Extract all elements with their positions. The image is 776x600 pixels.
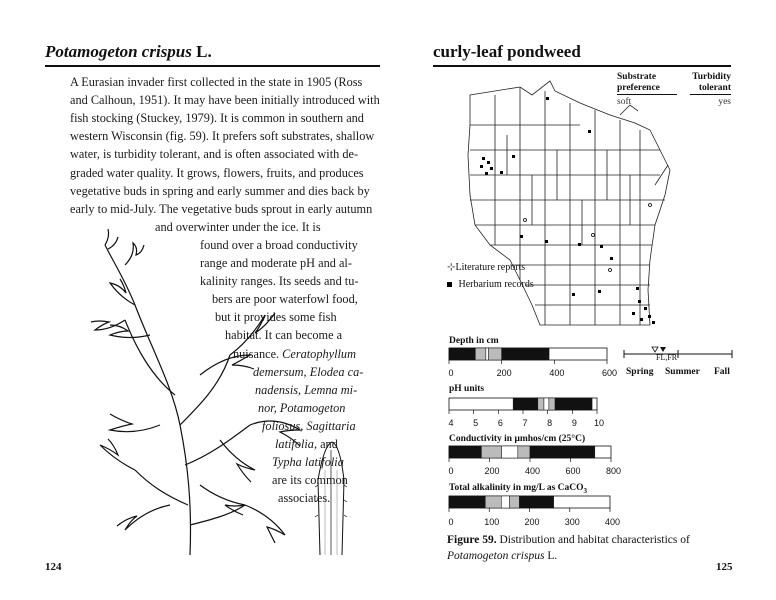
text-line: Typha latifolia: [272, 455, 344, 470]
legend-herbarium: Herbarium records: [447, 279, 534, 290]
text-line: nor, Potamogeton: [258, 400, 346, 415]
chart-tick-label: 6: [497, 418, 503, 428]
chart-segment: [519, 496, 553, 508]
chart-tick-label: 8: [547, 418, 553, 428]
chart-segment: [555, 398, 592, 410]
text-line: bers are poor waterfowl food,: [212, 292, 358, 307]
chart-bar-0: [448, 347, 612, 367]
text-line: latifolia, and: [275, 437, 338, 451]
text-line: habitat. It can become a: [225, 328, 343, 343]
chart-segment: [518, 446, 530, 458]
chart-segment: [489, 348, 502, 360]
substrate-value: soft: [617, 97, 632, 107]
chart-segment: [501, 496, 509, 508]
chart-title: Depth in cm: [449, 336, 499, 346]
chart-bar-3: [448, 495, 615, 515]
text-line: but it provides some fish: [215, 310, 337, 325]
chart-tick-label: 800: [606, 466, 622, 476]
text-line: early to mid-July. The vegetative buds sprout in early autumn: [70, 201, 373, 216]
chart-segment: [486, 348, 489, 360]
legend-literature: ⊹ Literature reports: [447, 262, 526, 273]
text-line: associates.: [278, 491, 331, 506]
text-line: kalinity ranges. Its seeds and tu-: [200, 274, 359, 289]
text-line: graded water quality. It grows, flowers, fruits, and produces: [70, 165, 364, 180]
text-line: foliosus, Sagittaria: [262, 418, 356, 433]
right-page-title: curly-leaf pondweed: [433, 42, 581, 61]
text-line: A Eurasian invader first collected in the state in 1905 (Ross: [70, 75, 363, 89]
text-line: and overwinter under the ice. It is: [155, 219, 321, 234]
season-summer: Summer: [665, 367, 700, 377]
chart-tick-label: 100: [484, 517, 500, 527]
chart-tick-label: 400: [549, 368, 565, 378]
chart-tick-label: 10: [593, 418, 604, 428]
chart-tick-label: 400: [525, 466, 541, 476]
chart-tick-label: 600: [565, 466, 581, 476]
fruiting-marker-icon: [660, 347, 666, 352]
title-species: Potamogeton crispus: [45, 42, 192, 61]
chart-tick-label: 9: [571, 418, 577, 428]
chart-segment: [481, 446, 501, 458]
chart-segment: [509, 496, 519, 508]
chart-tick-label: 600: [602, 368, 618, 378]
phenology-label: FL,FR: [656, 353, 678, 362]
chart-segment: [449, 446, 481, 458]
season-fall: Fall: [714, 367, 730, 377]
chart-segment: [549, 398, 555, 410]
chart-tick-label: 7: [522, 418, 528, 428]
text-line: water, is turbidity tolerant, and is often associated with de-: [70, 147, 359, 162]
text-line: range and moderate pH and al-: [200, 256, 352, 270]
chart-tick-label: 0: [448, 517, 454, 527]
figure-caption: Figure 59. Distribution and habitat characteristics of Potamogeton crispus L.: [447, 534, 690, 562]
chart-tick-label: 0: [448, 466, 454, 476]
left-page-title: [45, 42, 212, 62]
left-title-rule: [45, 65, 380, 67]
wisconsin-distribution-map: [460, 75, 680, 330]
text-line: nuisance. Ceratophyllum: [233, 346, 356, 361]
left-page-number: 124: [45, 561, 62, 573]
season-spring: Spring: [626, 367, 654, 377]
turbidity-value: yes: [718, 97, 731, 107]
chart-title: Total alkalinity in mg/L as CaCO$_3$: [449, 483, 588, 495]
text-line: western Wisconsin (fig. 59). It prefers soft substrates, shallow: [70, 129, 375, 144]
chart-tick-label: 300: [564, 517, 580, 527]
herbarium-marker-icon: [447, 282, 452, 287]
chart-segment: [502, 348, 549, 360]
turbidity-heading: Turbidity tolerant: [690, 72, 731, 95]
text-line: vegetative buds in spring and early summer and dies back by: [70, 183, 370, 198]
chart-tick-label: 5: [473, 418, 479, 428]
chart-segment: [449, 348, 475, 360]
chart-segment: [485, 496, 501, 508]
chart-segment: [475, 348, 486, 360]
right-page-number: 125: [716, 561, 733, 573]
text-line: and Calhoun, 1951). It may have been initially introduced with: [70, 93, 380, 108]
flowering-marker-icon: [652, 347, 658, 352]
text-line: found over a broad conductivity: [200, 237, 358, 252]
chart-bar-1: [448, 397, 602, 417]
chart-tick-label: 0: [448, 368, 454, 378]
chart-segment: [502, 446, 518, 458]
chart-tick-label: 200: [496, 368, 512, 378]
chart-tick-label: 200: [524, 517, 540, 527]
chart-tick-label: 200: [484, 466, 500, 476]
leaf-detail-illustration: [312, 440, 352, 555]
literature-marker-icon: ⊹: [447, 262, 456, 273]
text-line: nadensis, Lemna mi-: [255, 382, 358, 397]
text-line: fish stocking (Stuckey, 1979). It is common in southern and: [70, 111, 364, 126]
chart-segment: [449, 496, 485, 508]
chart-tick-label: 400: [605, 517, 621, 527]
substrate-heading: Substrate preference: [617, 72, 677, 95]
chart-segment: [544, 398, 549, 410]
chart-segment: [538, 398, 544, 410]
right-title-rule: [433, 65, 731, 67]
chart-bar-2: [448, 445, 616, 465]
text-line: demersum, Elodea ca-: [253, 364, 364, 379]
chart-segment: [513, 398, 538, 410]
title-author: L.: [196, 42, 212, 61]
chart-segment: [530, 446, 595, 458]
chart-title: pH units: [449, 384, 485, 394]
chart-title: Conductivity in μmhos/cm (25°C): [449, 434, 586, 444]
chart-tick-label: 4: [448, 418, 454, 428]
text-line: are its common: [272, 473, 348, 488]
plant-illustration: [80, 225, 350, 560]
